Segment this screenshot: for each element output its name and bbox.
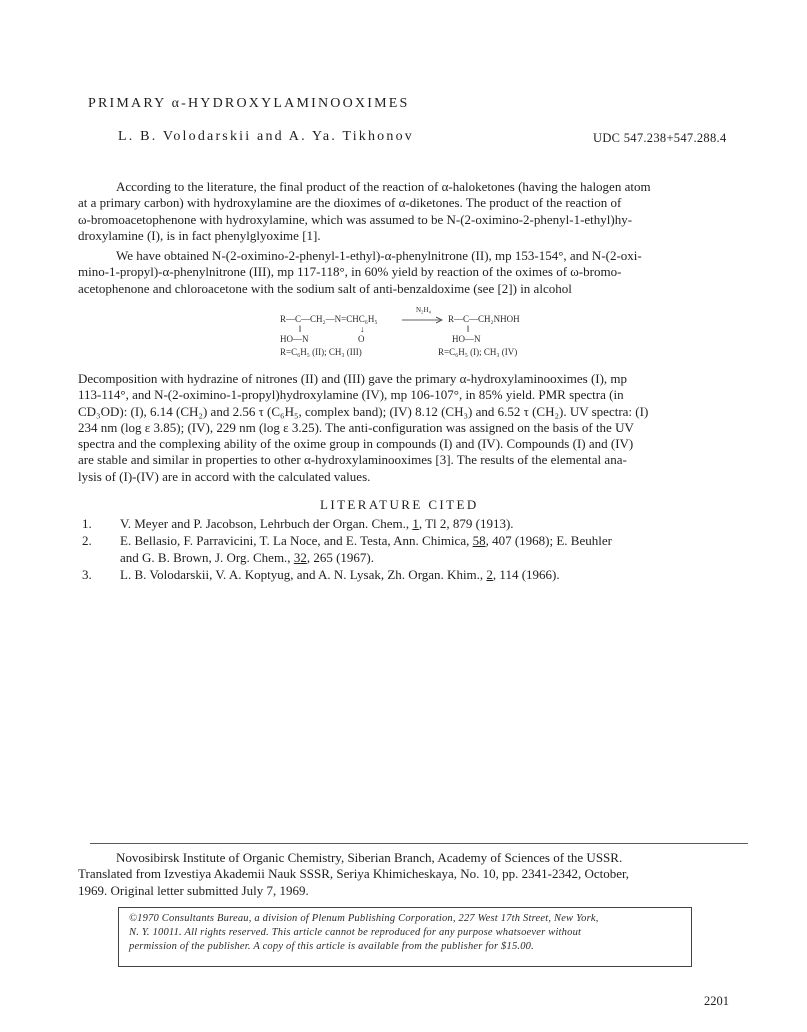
text-line: are stable and similar in properties to other α-hydroxylaminooximes [3]. The results of the elemental ana- [78,452,627,468]
text-line: permission of the publisher. A copy of this article is available from the publisher for $15.00. [129,941,534,953]
scheme-arrow-down: ↓ [360,324,365,334]
results-paragraph [78,371,734,485]
footer-divider [90,843,748,844]
text-line: spectra and the complexing ability of the oxime group in compounds (I) and (IV). Compounds (I) and (IV) [78,436,634,452]
literature-heading: LITERATURE CITED [320,497,479,512]
reference-text: L. B. Volodarskii, V. A. Koptyug, and A. N. Lysak, Zh. Organ. Khim., 2, 114 (1966). [120,567,560,582]
scheme-double-bond: ‖ [299,324,302,334]
article-authors: L. B. Volodarskii and A. Ya. Tikhonov [118,129,414,144]
scheme-hon-right: HO—N [452,334,481,344]
text-line: We have obtained N-(2-oximino-2-phenyl-1-ethyl)-α-phenylnitrone (II), mp 153-154°, and N-(2-oxi- [116,248,642,263]
article-title: PRIMARY α-HYDROXYLAMINOOXIMES [88,96,410,111]
scheme-caption-left: R=C₆H₅ (II); CH₃ (III) [280,347,362,357]
scheme-caption-right: R=C₆H₅ (I); CH₃ (IV) [438,347,518,357]
text-line: 1969. Original letter submitted July 7, 1969. [78,882,309,898]
reaction-scheme [280,306,580,366]
reference-number: 1. [82,516,92,531]
scheme-double-bond: ‖ [467,324,470,334]
text-line: According to the literature, the final product of the reaction of α-haloketones (having the halogen atom [116,179,651,194]
reference-number: 2. [82,533,92,548]
text-line: 234 nm (log ε 3.85); (IV), 229 nm (log ε 3.25). The anti-configuration was assigned on the basis of the UV [78,419,634,435]
scheme-o-label: O [358,334,365,344]
page-number: 2201 [704,994,729,1008]
text-line: at a primary carbon) with hydroxylamine are the dioximes of α-diketones. The product of the reaction of [78,195,622,211]
reference-text: and G. B. Brown, J. Org. Chem., 32, 265 (1967). [120,550,374,565]
text-line: Translated from Izvestiya Akademii Nauk SSSR, Seriya Khimicheskaya, No. 10, pp. 2341-2342, October, [78,866,630,882]
reference-text: E. Bellasio, F. Parravicini, T. La Noce, and E. Testa, Ann. Chimica, 58, 407 (1968); E. Beuhler [120,533,612,548]
reference-text: V. Meyer and P. Jacobson, Lehrbuch der Organ. Chem., 1, Tl 2, 879 (1913). [120,516,514,531]
scheme-reagent: N₂H₄ [416,306,431,314]
synthesis-paragraph [78,248,734,297]
text-line: CD₃OD): (I), 6.14 (CH₂) and 2.56 τ (C₆H₅, complex band); (IV) 8.12 (CH₃) and 6.52 τ (CH₂). UV spectra: (I) [78,403,649,419]
text-line: acetophenone and chloroacetone with the sodium salt of anti-benzaldoxime (see [2]) in alcohol [78,280,572,296]
text-line: Decomposition with hydrazine of nitrones (II) and (III) gave the primary α-hydroxylaminooximes (I), mp [78,371,628,386]
reaction-arrow-icon [402,316,444,324]
text-line: ©1970 Consultants Bureau, a division of Plenum Publishing Corporation, 227 West 17th Street, New York, [129,913,599,924]
text-line: droxylamine (I), is in fact phenylglyoxime [1]. [78,227,321,243]
udc-code: UDC 547.238+547.288.4 [593,131,727,145]
reference-number: 3. [82,567,92,582]
affiliation-note [78,850,734,899]
scheme-hon-left: HO—N [280,334,309,344]
copyright-notice [129,912,689,955]
text-line: N. Y. 10011. All rights reserved. This article cannot be reproduced for any purpose whatsoever without [129,927,582,939]
text-line: mino-1-propyl)-α-phenylnitrone (III), mp 117-118°, in 60% yield by reaction of the oximes of ω-bromo- [78,264,622,280]
scheme-product: R—C—CH₂NHOH [448,314,520,324]
scheme-reactant: R—C—CH₂—N=CHC₆H₅ [280,314,378,324]
intro-paragraph [78,179,734,244]
text-line: 113-114°, and N-(2-oximino-1-propyl)hydroxylamine (IV), mp 106-107°, in 85% yield. PMR spectra (in [78,387,624,403]
text-line: Novosibirsk Institute of Organic Chemistry, Siberian Branch, Academy of Sciences of the USSR. [116,850,623,865]
text-line: lysis of (I)-(IV) are in accord with the calculated values. [78,468,371,484]
text-line: ω-bromoacetophenone with hydroxylamine, which was assumed to be N-(2-oximino-2-phenyl-1-ethyl)hy- [78,211,633,227]
